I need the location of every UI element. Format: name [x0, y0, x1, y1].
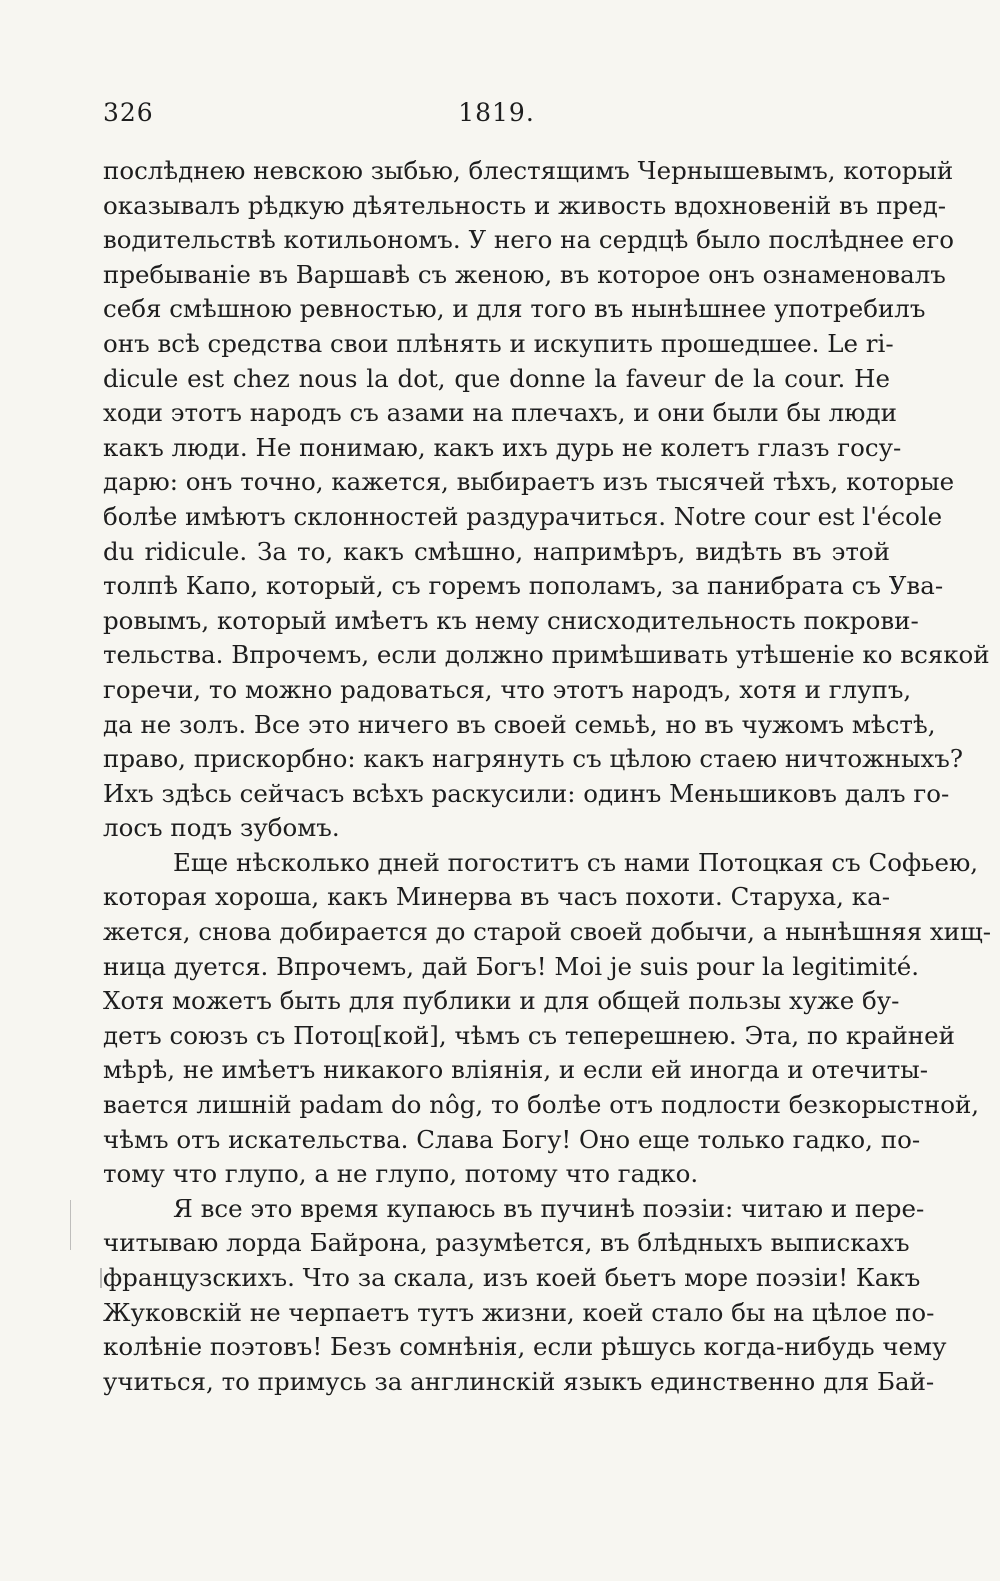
text-line: какъ люди. Не понимаю, какъ ихъ дурь не колетъ глазъ госу-: [103, 432, 902, 462]
text-line: послѣднею невскою зыбью, блестящимъ Чернышевымъ, который: [103, 156, 954, 185]
text-line: дарю: онъ точно, кажется, выбираетъ изъ тысячей тѣхъ, которые: [103, 467, 955, 497]
text-line: горечи, то можно радоваться, что этотъ народъ, хотя и глупъ,: [103, 674, 912, 704]
text-line: французскихъ. Что за скала, изъ коей бьетъ море поэзіи! Какъ: [103, 1263, 921, 1292]
text-line: да не золъ. Все это ничего въ своей семьѣ, но въ чужомъ мѣстѣ,: [103, 709, 936, 739]
text-line: Я все это время купаюсь въ пучинѣ поэзіи: читаю и пере-: [173, 1193, 925, 1223]
text-line: право, прискорбно: какъ нагрянуть съ цѣлою стаею ничтожныхъ?: [103, 744, 963, 774]
text-line: чѣмъ отъ искательства. Слава Богу! Оно еще только гадко, по-: [103, 1124, 921, 1154]
text-line: болѣе имѣютъ склонностей раздурачиться. Notre cour est l'école: [103, 501, 943, 531]
paragraph: [103, 154, 990, 846]
text-line: Ихъ здѣсь сейчасъ всѣхъ раскусили: одинъ Меньшиковъ далъ го-: [103, 778, 950, 808]
text-line: тельства. Впрочемъ, если должно примѣшивать утѣшеніе ко всякой: [103, 640, 990, 670]
body-text: [103, 154, 992, 1399]
text-line: dicule est chez nous la dot, que donne la faveur de la cour. Не: [103, 363, 890, 393]
text-line: ровымъ, который имѣетъ къ нему снисходительность покрови-: [103, 605, 919, 635]
text-line: лосъ подъ зубомъ.: [103, 813, 340, 843]
text-line: пребываніе въ Варшавѣ съ женою, въ которое онъ ознаменовалъ: [103, 259, 946, 289]
margin-pencil-mark: [100, 1268, 102, 1288]
text-line: оказывалъ рѣдкую дѣятельность и живость вдохновеній въ пред-: [103, 190, 947, 220]
text-line: жется, снова добирается до старой своей добычи, а нынѣшняя хищ-: [103, 917, 992, 947]
margin-pencil-mark: [70, 1200, 83, 1250]
text-line: ница дуется. Впрочемъ, дай Богъ! Moi je suis pour la legitimité.: [103, 951, 919, 981]
text-line: du ridicule. За то, какъ смѣшно, напримѣръ, видѣть въ этой: [103, 536, 890, 566]
paragraph: [103, 846, 992, 1192]
text-line: онъ всѣ средства свои плѣнять и искупить прошедшее. Le ri-: [103, 328, 894, 358]
text-line: колѣніе поэтовъ! Безъ сомнѣнія, если рѣшусь когда-нибудь чему: [103, 1332, 947, 1362]
text-line: Еще нѣсколько дней погоститъ съ нами Потоцкая съ Софьею,: [173, 847, 979, 877]
text-line: водительствѣ котильономъ. У него на сердцѣ было послѣднее его: [103, 225, 954, 255]
text-line: себя смѣшною ревностью, и для того въ нынѣшнее употребилъ: [103, 294, 926, 324]
page-number: 326: [103, 98, 154, 127]
text-line: ходи этотъ народъ съ азами на плечахъ, и они были бы люди: [103, 398, 897, 428]
text-line: тому что глупо, а не глупо, потому что гадко.: [103, 1159, 699, 1189]
text-line: детъ союзъ съ Потоц[кой], чѣмъ съ теперешнею. Эта, по крайней: [103, 1020, 955, 1050]
text-line: мѣрѣ, не имѣетъ никакого вліянія, и если ей иногда и отечиты-: [103, 1055, 929, 1085]
running-head-year: 1819.: [458, 98, 535, 127]
running-header: [103, 98, 890, 138]
text-line: учиться, то примусь за англинскій языкъ единственно для Бай-: [103, 1366, 935, 1396]
text-line: которая хороша, какъ Минерва въ часъ похоти. Старуха, ка-: [103, 882, 890, 912]
text-line: толпѣ Капо, который, съ горемъ пополамъ, за панибрата съ Ува-: [103, 571, 944, 601]
text-line: Хотя можетъ быть для публики и для общей пользы хуже бу-: [103, 986, 900, 1016]
text-line: читываю лорда Байрона, разумѣется, въ блѣдныхъ выпискахъ: [103, 1228, 910, 1258]
text-line: Жуковскій не черпаетъ тутъ жизни, коей стало бы на цѣлое по-: [103, 1297, 935, 1327]
paragraph: [103, 1192, 947, 1400]
text-line: вается лишній padam do nôg, то болѣе отъ подлости безкорыстной,: [103, 1090, 980, 1120]
